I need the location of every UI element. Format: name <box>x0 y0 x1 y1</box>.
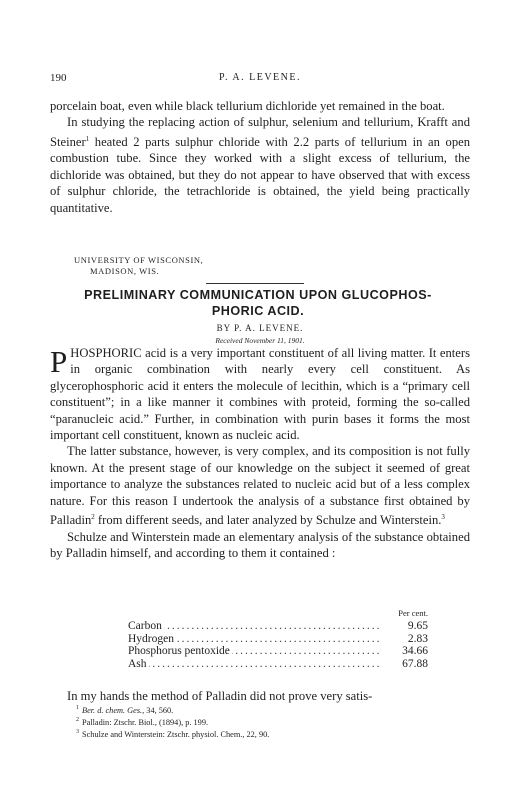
footnote-ref: 2 <box>91 513 95 522</box>
table-cell-label: Hydrogen ..... <box>128 633 382 646</box>
page-number: 190 <box>50 72 67 84</box>
table-cell-label: Carbon ..... <box>128 620 382 633</box>
paragraph: Schulze and Winterstein made an elementary analysis of the substance obtained by Palladin himself, and according to them it contained : <box>50 529 470 561</box>
table-cell-label: Ash ..... <box>128 658 382 671</box>
table-cell-value: 9.65 <box>407 620 428 632</box>
article-title: PRELIMINARY COMMUNICATION UPON GLUCOPHOS- PHORIC ACID. <box>84 288 432 318</box>
footnote-ref: 3 <box>441 513 445 522</box>
paragraph: The latter substance, however, is very complex, and its composition is not fully known. At the present stage of our knowledge on the subject it seemed of great importance to analyze the substances related to nucleic acid but of a less complex nature. For this reason I undertook the analysis of a substance first obtained by Palladin$^2$ from different seeds, and later analyzed by Schulze and Winterstein.$^3$ <box>50 444 470 528</box>
footnote: $^3$ Schulze and Winterstein: Ztschr. physiol. Chem., 22, 90. <box>76 729 270 739</box>
table-cell-value: 2.83 <box>407 632 428 645</box>
footnote: $^2$ Palladin: Ztschr. Biol., (1894), p. 199. <box>76 717 209 727</box>
previous-article-text <box>50 98 470 216</box>
footnote-ref: 1 <box>85 134 90 143</box>
table-cell-value: 34.66 <box>402 645 428 658</box>
table-column-header: Per cent. <box>398 608 428 618</box>
table-cell-value: 67.88 <box>402 657 428 670</box>
paragraph: In my hands the method of Palladin did not prove very satis- <box>67 689 373 703</box>
composition-table <box>128 620 428 670</box>
paragraph: In studying the replacing action of sulphur, selenium and tellurium, Krafft and Steiner$^1$ heated 2 parts sulphur chloride with 2.2 parts of tellurium in an open combustion tube. Since they worked with a slight excess of tellurium, the dichloride was obtained, but they do not appear to have observed that with excess of sulphur chloride, the tetrachloride is obtained, the yield being practically quantitative. <box>50 115 470 215</box>
table-cell-label: Phosphorus pentoxide ..... <box>128 645 382 658</box>
paragraph: PHOSPHORIC acid is a very important constituent of all living matter. It enters in organic combination with nearly every cell constituent. As glycerophosphoric acid it enters the molecule of lecithin, which is a “primary cell constituent”; in a like manner it combines with proteid, forming the so-called “paranucleic acid.” Further, in combination with purin bases it forms the most important cell constituent, known as nucleic acid. <box>50 344 470 443</box>
table-row <box>128 633 428 646</box>
drop-cap: P <box>50 344 68 379</box>
article-body <box>50 345 470 561</box>
running-title: P. A. LEVENE. <box>219 72 301 83</box>
footnote: $^1$ Ber. d. chem. Ges., 34, 560. <box>76 705 174 715</box>
paragraph: porcelain boat, even while black tellurium dichloride yet remained in the boat. <box>50 99 445 113</box>
table-row <box>128 645 428 658</box>
byline: BY P. A. LEVENE. <box>216 323 304 333</box>
page-header <box>50 72 470 88</box>
affiliation: UNIVERSITY OF WISCONSIN, MADISON, WIS. <box>74 255 204 276</box>
received-date: Received November 11, 1901. <box>215 336 305 345</box>
table-row <box>128 620 428 633</box>
section-divider <box>206 283 304 284</box>
table-row <box>128 658 428 671</box>
